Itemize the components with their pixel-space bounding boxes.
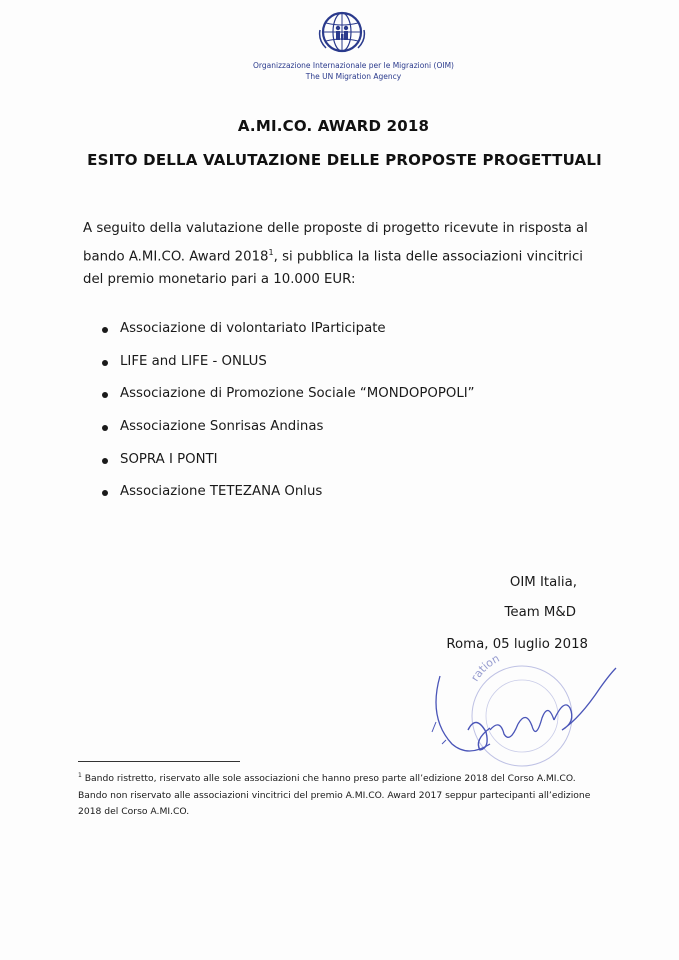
- official-stamp-signature: [430, 648, 630, 768]
- bullet-icon: [102, 392, 108, 398]
- bullet-icon: [102, 490, 108, 496]
- bullet-icon: [102, 425, 108, 431]
- footnote-line: [78, 768, 618, 788]
- iom-logo: [318, 10, 366, 58]
- list-item: [102, 483, 475, 516]
- footnote-line: 2018 del Corso A.MI.CO.: [78, 806, 190, 818]
- footnote-number: 1: [78, 772, 82, 779]
- winner-name: Associazione Sonrisas Andinas: [120, 419, 324, 435]
- closing-place-date: Roma, 05 luglio 2018: [446, 637, 588, 652]
- list-item: [102, 451, 475, 484]
- bullet-icon: [102, 360, 108, 366]
- footnote-text: Bando ristretto, riservato alle sole associazioni che hanno preso parte all’edizione 2018 del Corso A.MI.CO.: [81, 773, 576, 785]
- closing-organization: OIM Italia,: [509, 575, 577, 590]
- winner-name: Associazione TETEZANA Onlus: [120, 484, 323, 500]
- list-item: [102, 320, 475, 353]
- list-item: [102, 418, 475, 451]
- winner-name: SOPRA I PONTI: [120, 451, 218, 467]
- list-item: [102, 353, 475, 386]
- footnote: [78, 768, 618, 821]
- bullet-icon: [102, 327, 108, 333]
- footnote-divider: [78, 761, 240, 762]
- winners-list: [102, 320, 475, 516]
- organization-name: Organizzazione Internazionale per le Migrazioni (OIM): [253, 61, 454, 70]
- footnote-line: Bando non riservato alle associazioni vincitrici del premio A.MI.CO. Award 2017 seppur partecipanti all’edizione: [78, 789, 591, 801]
- bullet-icon: [102, 458, 108, 464]
- stamp-arc-text: ration: [468, 651, 502, 684]
- organization-tagline: The UN Migration Agency: [305, 72, 402, 81]
- winner-name: Associazione di Promozione Sociale “MONDOPOPOLI”: [120, 386, 475, 402]
- intro-text-part-1: A seguito della valutazione delle proposte di progetto ricevute in risposta al bando A.MI.CO. Award 2018: [83, 221, 588, 264]
- winner-name: LIFE and LIFE - ONLUS: [120, 353, 267, 369]
- intro-paragraph: [83, 217, 603, 292]
- document-subtitle: ESITO DELLA VALUTAZIONE DELLE PROPOSTE PROGETTUALI: [87, 151, 602, 169]
- intro-text-part-2: , si pubblica la lista delle associazioni vincitrici del premio monetario pari a 10.000 EUR:: [83, 248, 583, 288]
- closing-team: Team M&D: [504, 605, 576, 620]
- document-title: A.MI.CO. AWARD 2018: [237, 117, 430, 135]
- footnote-reference: 1: [268, 247, 274, 257]
- list-item: [102, 385, 475, 418]
- winner-name: Associazione di volontariato IParticipate: [120, 321, 386, 336]
